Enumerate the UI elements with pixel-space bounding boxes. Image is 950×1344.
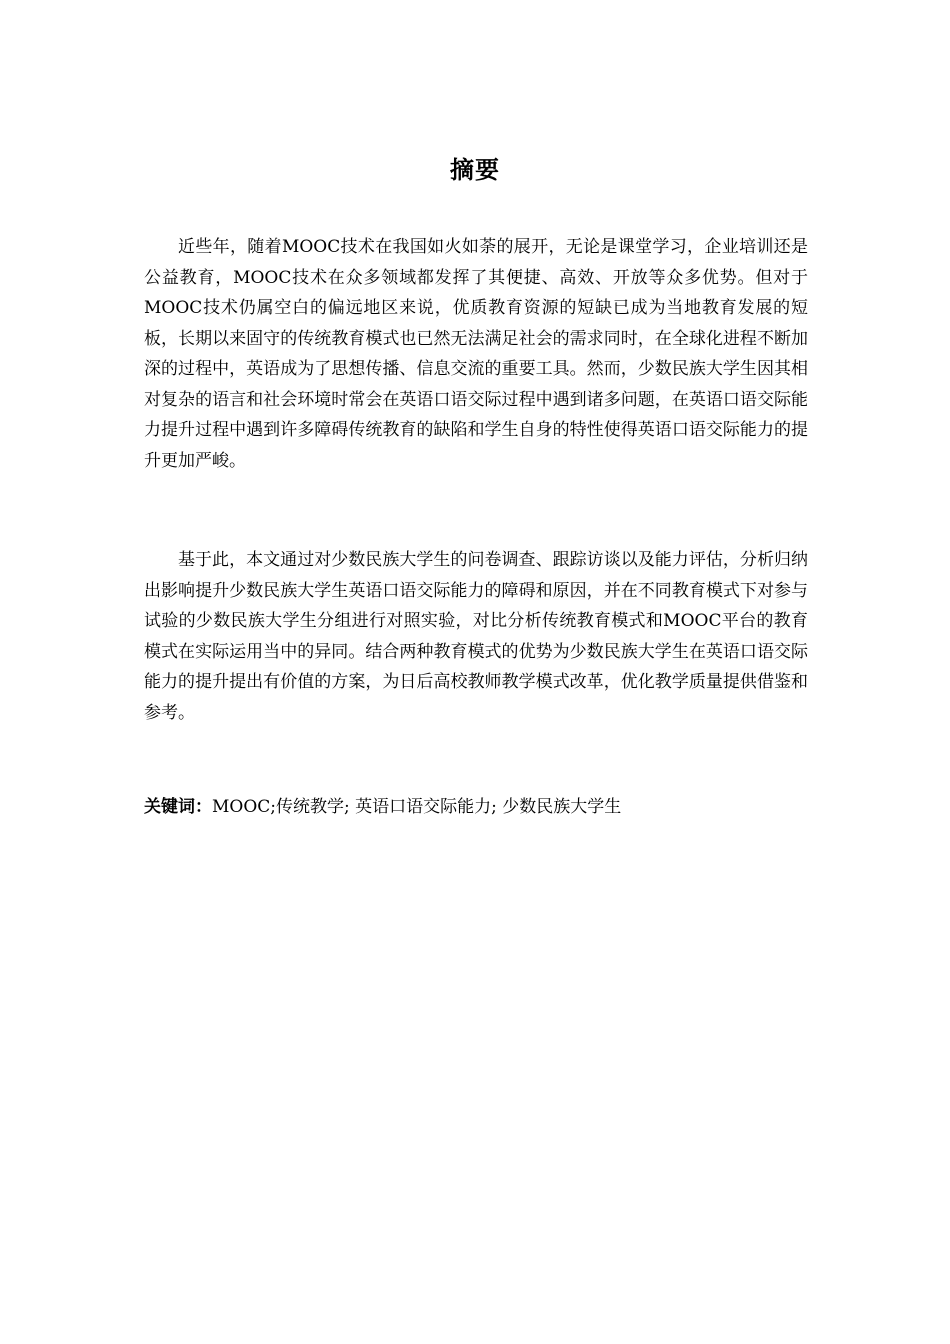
abstract-paragraph-1 [144,232,808,476]
paragraph-text: 基于此，本文通过对少数民族大学生的问卷调查、跟踪访谈以及能力评估，分析归纳出影响提升少数民族大学生英语口语交际能力的障碍和原因，并在不同教育模式下对参与试验的少数民族大学生分组进行对照实验，对比分析传统教育模式和MOOC平台的教育模式在实际运用当中的异同。结合两种教育模式的优势为少数民族大学生在英语口语交际能力的提升提出有价值的方案，为日后高校教师教学模式改革，优化教学质量提供借鉴和参考。 [144,550,808,723]
abstract-title: 摘要 [450,156,500,184]
keywords-line [144,792,808,822]
keywords-label: 关键词： [144,797,212,817]
keywords-text: MOOC;传统教学; 英语口语交际能力; 少数民族大学生 [212,797,622,817]
abstract-paragraph-2 [144,545,808,728]
paragraph-text: 近些年，随着MOOC技术在我国如火如荼的展开，无论是课堂学习，企业培训还是公益教育，MOOC技术在众多领域都发挥了其便捷、高效、开放等众多优势。但对于MOOC技术仍属空白的偏远地区来说，优质教育资源的短缺已成为当地教育发展的短板，长期以来固守的传统教育模式也已然无法满足社会的需求同时，在全球化进程不断加深的过程中，英语成为了思想传播、信息交流的重要工具。然而，少数民族大学生因其相对复杂的语言和社会环境时常会在英语口语交际过程中遇到诸多问题，在英语口语交际能力提升过程中遇到许多障碍传统教育的缺陷和学生自身的特性使得英语口语交际能力的提升更加严峻。 [144,237,808,471]
